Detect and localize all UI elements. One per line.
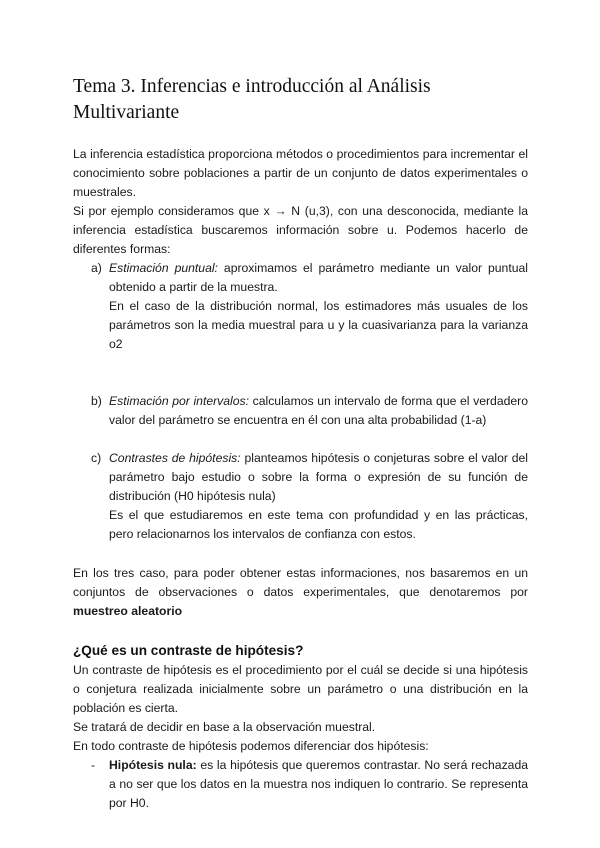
intro-paragraph-2: Si por ejemplo consideramos que x → N (u,3), con una desconocida, mediante la inferencia estadística buscaremos información sobre u. Podemos hacerlo de diferentes formas: bbox=[73, 204, 528, 256]
list-marker: c) bbox=[91, 451, 102, 465]
method-text: aproximamos el parámetro mediante un valor puntual obtenido a partir de la muestra. bbox=[109, 261, 528, 294]
section-paragraph-1: Un contraste de hipótesis es el procedimiento por el cuál se decide si una hipótesis o conjetura realizada inicialmente sobre un parámetro o una distribución en la población es cierta. bbox=[73, 663, 528, 715]
method-text: calculamos un intervalo de forma que el verdadero valor del parámetro se encuentra en él con una alta probabilidad (1-a) bbox=[109, 394, 528, 427]
closing-paragraph bbox=[73, 564, 528, 621]
intro-section bbox=[73, 145, 528, 544]
section-heading: ¿Qué es un contraste de hipótesis? bbox=[73, 643, 304, 658]
list-marker: b) bbox=[91, 394, 102, 408]
method-term: Estimación por intervalos: bbox=[109, 394, 250, 408]
method-extra: Es el que estudiaremos en este tema con profundidad y en las prácticas, pero relacionarnos los intervalos de confianza con estos. bbox=[109, 508, 528, 541]
method-term: Estimación puntual: bbox=[109, 261, 218, 275]
closing-bold: muestreo aleatorio bbox=[73, 604, 183, 618]
list-item bbox=[73, 259, 528, 373]
hypothesis-text: es la hipótesis que queremos contrastar. No será rechazada a no ser que los datos en la muestra nos indiquen lo contrario. Se representa por H0. bbox=[109, 758, 528, 810]
closing-text: En los tres caso, para poder obtener estas informaciones, nos basaremos en un conjuntos de observaciones o datos experimentales, que denotaremos por bbox=[73, 566, 528, 599]
hypothesis-list bbox=[73, 756, 528, 813]
list-item bbox=[73, 392, 528, 430]
list-marker: a) bbox=[91, 261, 102, 275]
section-paragraph-3: En todo contraste de hipótesis podemos diferenciar dos hipótesis: bbox=[73, 739, 429, 753]
method-extra: En el caso de la distribución normal, los estimadores más usuales de los parámetros son la media muestral para u y la cuasivarianza para la varianza o2 bbox=[109, 299, 528, 351]
method-term: Contrastes de hipótesis: bbox=[109, 451, 241, 465]
list-item bbox=[73, 756, 528, 813]
intro-paragraph-1: La inferencia estadística proporciona métodos o procedimientos para incrementar el conocimiento sobre poblaciones a partir de un conjunto de datos experimentales o muestrales. bbox=[73, 147, 528, 199]
methods-list bbox=[73, 259, 528, 544]
hypothesis-term: Hipótesis nula: bbox=[109, 758, 197, 772]
method-text: planteamos hipótesis o conjeturas sobre el valor del parámetro bajo estudio o sobre la forma o expresión de su función de distribución (H0 hipótesis nula) bbox=[109, 451, 529, 503]
section-paragraph-2: Se tratará de decidir en base a la observación muestral. bbox=[73, 720, 376, 734]
page-title: Tema 3. Inferencias e introducción al Análisis Multivariante bbox=[73, 76, 431, 123]
list-marker: - bbox=[91, 758, 96, 772]
list-item bbox=[73, 449, 528, 544]
